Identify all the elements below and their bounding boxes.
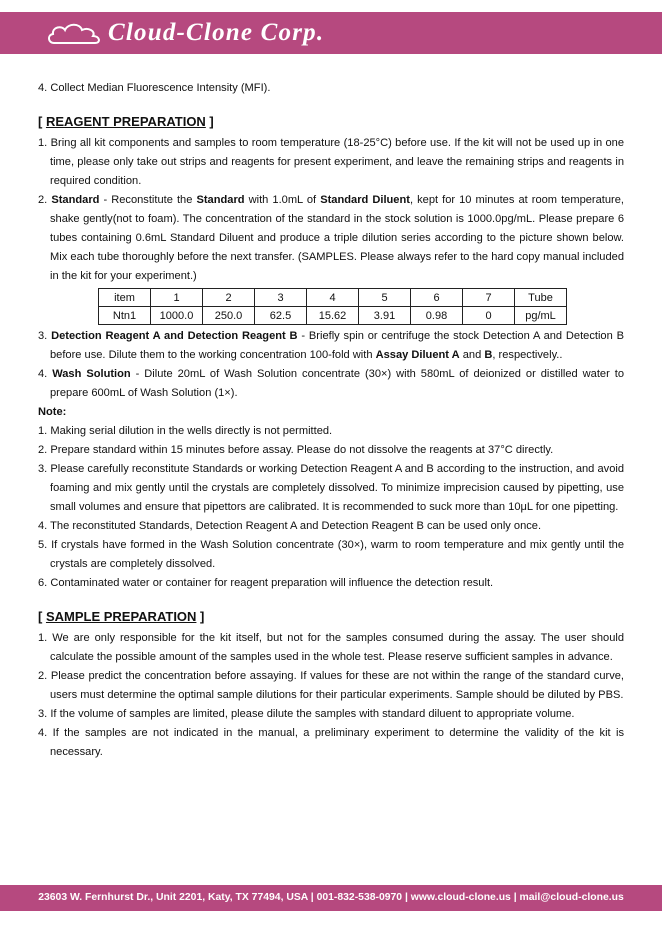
item-text: , respectively..: [492, 349, 563, 361]
bracket-close: ]: [196, 609, 205, 624]
bold-term: Assay Diluent A: [375, 349, 460, 361]
table-cell: 2: [203, 289, 255, 307]
note-item: 1. Making serial dilution in the wells directly is not permitted.: [38, 425, 333, 437]
reagent-item-3: [38, 327, 624, 365]
table-cell: 0: [463, 307, 515, 325]
bold-term: Detection Reagent A and Detection Reagent B: [51, 330, 298, 342]
item-text: - Reconstitute the: [99, 194, 197, 206]
bold-term: Standard: [196, 194, 245, 206]
item-text: - Briefly spin or centrifuge the stock Detection A and Detection B before use. Dilute them to the working concentration 100-fold with: [50, 330, 624, 361]
table-cell: 250.0: [203, 307, 255, 325]
reagent-item-2: [38, 191, 624, 286]
table-cell: Tube: [515, 289, 567, 307]
item-number: 3.: [38, 330, 52, 342]
table-cell: 6: [411, 289, 463, 307]
reagent-item-4: [38, 365, 624, 403]
item-text: with 1.0mL of: [244, 194, 321, 206]
table-cell: 3.91: [359, 307, 411, 325]
bold-term: Standard: [51, 194, 100, 206]
table-cell: 5: [359, 289, 411, 307]
table-row: [99, 307, 567, 325]
document-body: [38, 79, 624, 762]
cloud-logo-icon: [46, 21, 104, 47]
bracket-open: [: [38, 609, 46, 624]
note-item: 2. Prepare standard within 15 minutes before assay. Please do not dissolve the reagents at 37°C directly.: [38, 444, 554, 456]
table-cell: 1: [151, 289, 203, 307]
sample-item: 1. We are only responsible for the kit itself, but not for the samples consumed during the assay. The user should calculate the possible amount of the samples used in the whole test. Please reserve sufficient samples in advance.: [38, 632, 624, 663]
item-text: , kept for 10 minutes at room temperature, shake gently(not to foam). The concentration of the standard in the stock solution is 1000.0pg/mL. Please prepare 6 tubes containing 0.6mL Standard Diluent and produce a triple dilution series according to the picture shown below. Mix each tube thoroughly before the next transfer. (SAMPLES. Please always refer to the hard copy manual included in the kit for your experiment.): [50, 194, 624, 282]
bracket-open: [: [38, 114, 46, 129]
company-name: Cloud-Clone Corp.: [108, 19, 325, 46]
note-item: 4. The reconstituted Standards, Detection Reagent A and Detection Reagent B can be used only once.: [38, 520, 542, 532]
table-header-row: [99, 289, 567, 307]
note-item: 6. Contaminated water or container for reagent preparation will influence the detection result.: [38, 577, 494, 589]
table-cell: 62.5: [255, 307, 307, 325]
page-footer: 23603 W. Fernhurst Dr., Unit 2201, Katy, TX 77494, USA | 001-832-538-0970 | www.cloud-clone.us | mail@cloud-clone.us: [0, 885, 662, 911]
table-cell: 3: [255, 289, 307, 307]
table-cell: Ntn1: [99, 307, 151, 325]
table-cell: 7: [463, 289, 515, 307]
bold-term: Standard Diluent: [320, 194, 410, 206]
table-cell: 15.62: [307, 307, 359, 325]
note-item: 3. Please carefully reconstitute Standards or working Detection Reagent A and B according to the instruction, and avoid foaming and mix gently until the crystals are completely dissolved. To minimize imprecision caused by pipetting, use small volumes and ensure that pipettors are calibrated. It is recommended to suck more than 10μL for one pipetting.: [38, 463, 624, 513]
item-number: 2.: [38, 194, 52, 206]
reagent-heading-text: REAGENT PREPARATION: [45, 114, 206, 129]
reagent-item-1: 1. Bring all kit components and samples to room temperature (18-25°C) before use. If the kit will not be used up in one time, please only take out strips and reagents for present experiment, and leave the remaining strips and reagents in required condition.: [38, 137, 624, 187]
table-cell: item: [99, 289, 151, 307]
sample-heading-text: SAMPLE PREPARATION: [45, 609, 197, 624]
item-text: - Dilute 20mL of Wash Solution concentrate (30×) with 580mL of deionized or distilled water to prepare 600mL of Wash Solution (1×).: [50, 368, 624, 399]
sample-item: 3. If the volume of samples are limited, please dilute the samples with standard diluent to appropriate volume.: [38, 708, 575, 720]
bracket-close: ]: [205, 114, 214, 129]
sample-item: 2. Please predict the concentration before assaying. If values for these are not within the range of the standard curve, users must determine the optimal sample dilutions for their particular experiments. Sample should be diluted by PBS.: [38, 670, 624, 701]
bold-term: Wash Solution: [52, 368, 131, 380]
bold-term: B: [484, 349, 493, 361]
sample-item: 4. If the samples are not indicated in the manual, a preliminary experiment to determine the validity of the kit is necessary.: [38, 727, 624, 758]
table-cell: pg/mL: [515, 307, 567, 325]
item-text: and: [459, 349, 485, 361]
reagent-heading: [38, 112, 624, 131]
standard-dilution-table: [98, 288, 567, 325]
table-cell: 4: [307, 289, 359, 307]
note-item: 5. If crystals have formed in the Wash Solution concentrate (30×), warm to room temperature and mix gently until the crystals are completely dissolved.: [38, 539, 624, 570]
sample-heading: [38, 607, 624, 626]
table-cell: 1000.0: [151, 307, 203, 325]
step-collect-mfi: 4. Collect Median Fluorescence Intensity (MFI).: [38, 82, 271, 94]
item-number: 4.: [38, 368, 53, 380]
table-cell: 0.98: [411, 307, 463, 325]
page-header: [0, 12, 662, 54]
note-label: Note:: [38, 406, 67, 418]
